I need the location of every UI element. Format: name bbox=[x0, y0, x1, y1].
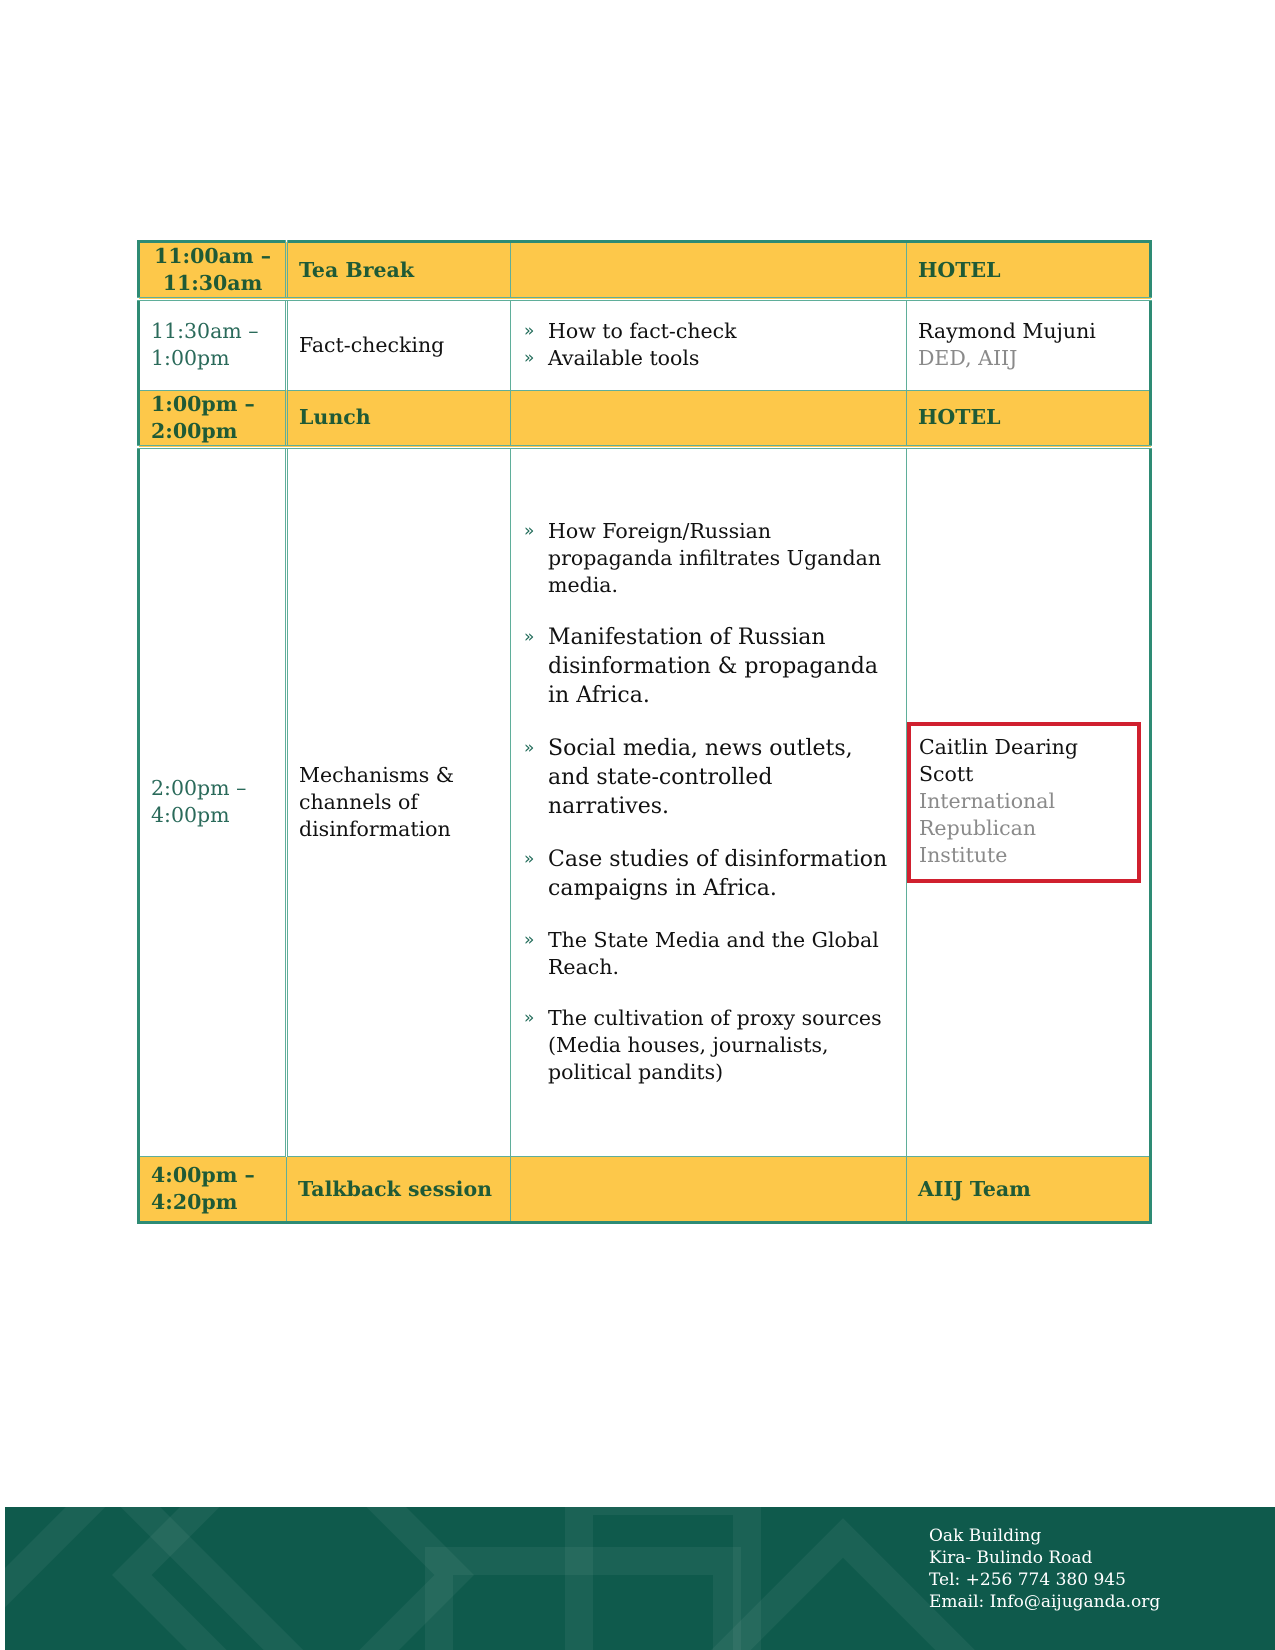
topics-cell bbox=[511, 299, 907, 390]
time-cell: 2:00pm – 4:00pm bbox=[139, 447, 287, 1157]
double-chevron-right-icon: » bbox=[524, 627, 535, 648]
facilitator-cell bbox=[907, 299, 1151, 390]
agenda-row-disinformation bbox=[139, 447, 1151, 1157]
address-line: Kira- Bulindo Road bbox=[929, 1548, 1093, 1568]
facilitator-cell bbox=[907, 447, 1151, 1157]
time-cell: 11:00am – 11:30am bbox=[139, 242, 287, 300]
double-chevron-right-icon: » bbox=[524, 738, 535, 759]
facilitator-name: Caitlin Dearing Scott bbox=[919, 734, 1079, 786]
agenda-table bbox=[137, 240, 1152, 1224]
topics-cell bbox=[511, 242, 907, 300]
email-address: Email: Info@aijuganda.org bbox=[929, 1592, 1161, 1612]
topic-item: » Case studies of disinformation campaigns in Africa. bbox=[524, 847, 888, 902]
agenda-row-talkback bbox=[139, 1157, 1151, 1223]
topics-cell bbox=[511, 390, 907, 447]
double-chevron-right-icon: » bbox=[524, 521, 535, 542]
session-cell: Fact-checking bbox=[287, 299, 511, 390]
phone-number: Tel: +256 774 380 945 bbox=[929, 1570, 1126, 1590]
agenda-row-tea-break bbox=[139, 242, 1151, 300]
double-chevron-right-icon: » bbox=[524, 321, 535, 342]
time-cell: 1:00pm – 2:00pm bbox=[139, 390, 287, 447]
session-cell: Lunch bbox=[287, 390, 511, 447]
topic-item: » The State Media and the Global Reach. bbox=[524, 928, 879, 980]
topic-item: » How to fact-check bbox=[524, 319, 737, 344]
topic-item: » Manifestation of Russian disinformation & propaganda in Africa. bbox=[524, 625, 878, 709]
topics-cell bbox=[511, 447, 907, 1157]
double-chevron-right-icon: » bbox=[524, 1008, 535, 1029]
topic-item: » The cultivation of proxy sources (Media houses, journalists, political pandits) bbox=[524, 1006, 882, 1085]
topic-list bbox=[522, 518, 900, 1086]
agenda-row-lunch bbox=[139, 390, 1151, 447]
double-chevron-right-icon: » bbox=[524, 930, 535, 951]
session-cell: Talkback session bbox=[287, 1157, 511, 1223]
topic-item: » Available tools bbox=[524, 346, 700, 371]
footer-address bbox=[929, 1525, 1160, 1613]
session-cell: Tea Break bbox=[287, 242, 511, 300]
facilitator-org: International Republican Institute bbox=[919, 788, 1056, 867]
topic-list bbox=[522, 318, 895, 372]
session-cell: Mechanisms & channels of disinformation bbox=[287, 447, 511, 1157]
address-line: Oak Building bbox=[929, 1526, 1042, 1546]
time-cell: 4:00pm – 4:20pm bbox=[139, 1157, 287, 1223]
topic-item: » Social media, news outlets, and state-controlled narratives. bbox=[524, 736, 853, 820]
double-chevron-right-icon: » bbox=[524, 849, 535, 870]
highlighted-facilitator-box bbox=[907, 722, 1141, 883]
page-footer bbox=[5, 1507, 1275, 1650]
topics-cell bbox=[511, 1157, 907, 1223]
agenda-row-fact-checking bbox=[139, 299, 1151, 390]
facilitator-cell: HOTEL bbox=[907, 242, 1151, 300]
facilitator-cell: AIIJ Team bbox=[907, 1157, 1151, 1223]
topic-item: » How Foreign/Russian propaganda infiltrates Ugandan media. bbox=[524, 519, 882, 598]
facilitator-cell: HOTEL bbox=[907, 390, 1151, 447]
double-chevron-right-icon: » bbox=[524, 348, 535, 369]
time-cell: 11:30am – 1:00pm bbox=[139, 299, 287, 390]
facilitator-org: DED, AIIJ bbox=[918, 346, 1018, 371]
facilitator-name: Raymond Mujuni bbox=[918, 319, 1096, 344]
